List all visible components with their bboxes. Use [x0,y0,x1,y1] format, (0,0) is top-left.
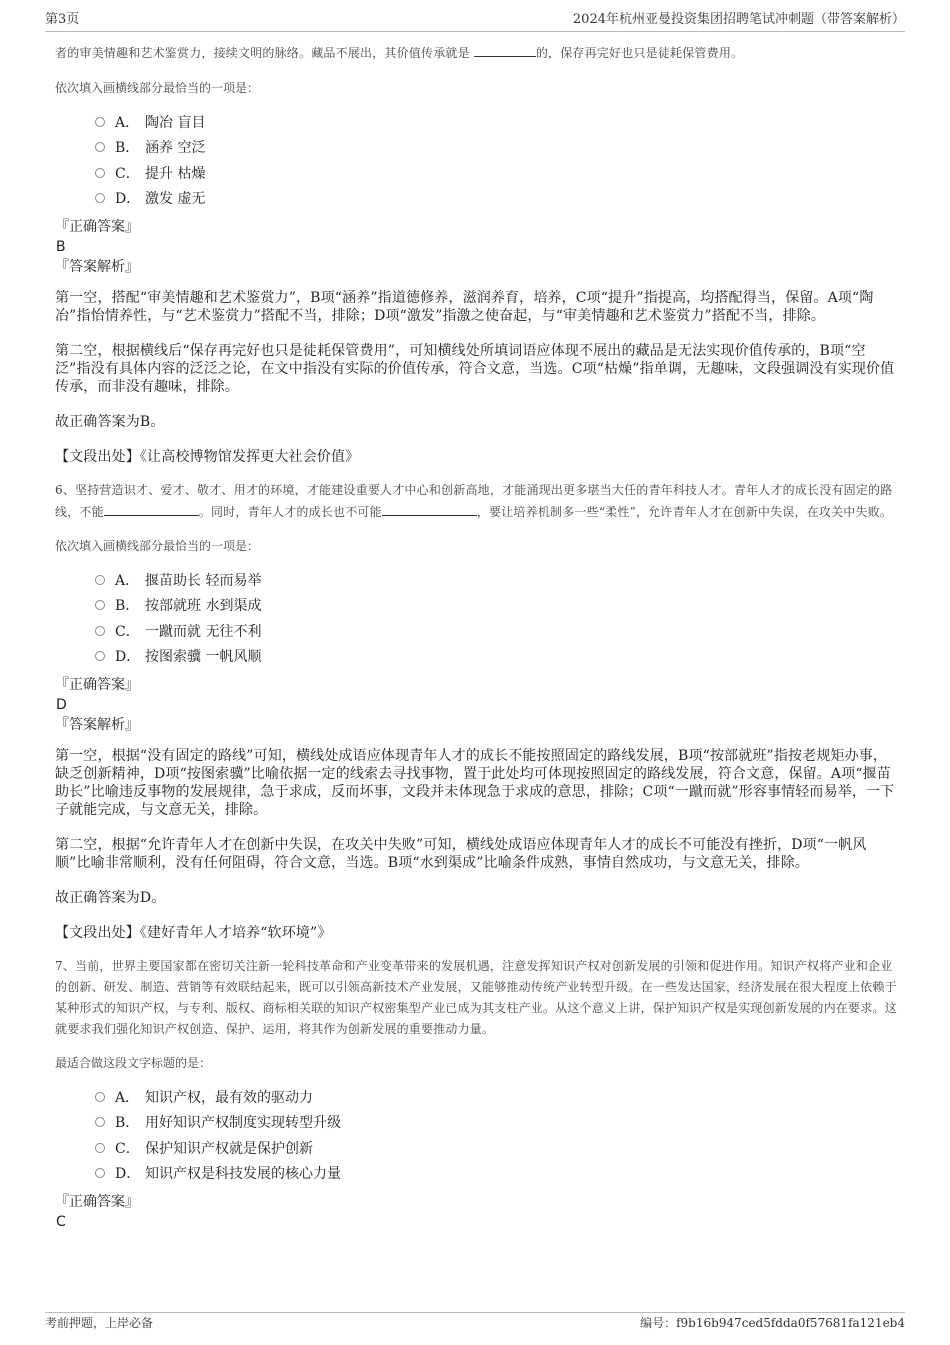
q5-option-a[interactable]: A． 陶冶 盲目 [95,109,900,135]
q6-options [95,567,900,669]
radio-icon[interactable] [95,142,105,152]
q5-options [95,109,900,211]
document-id: 编号：f9b16b947ced5fdda0f57681fa121eb4 [640,1316,905,1330]
q5-option-c[interactable]: C． 提升 枯燥 [95,160,900,186]
page-header [45,12,905,32]
document-title: 2024年杭州亚曼投资集团招聘笔试冲刺题（带答案解析） [572,12,905,27]
answer-blank [104,501,199,516]
q6-option-c[interactable]: C． 一蹴而就 无往不利 [95,618,900,644]
q5-conclusion: 故正确答案为B。 [55,414,165,430]
q6-analysis-1: 第一空，根据“没有固定的路线”可知，横线处成语应体现青年人才的成长不能按照固定的路线发展，B项“按部就班”指按老规矩办事，缺乏创新精神，D项“按图索骥”比喻依据一定的线索去寻找事物，置于此处均可体现按照固定的路线发展，符合文意，保留。A项“揠苗助长”比喻违反事物的发展规律，急于求成，反而坏事，文段并未体现急于求成的意思，排除；C项“一蹴而就”形容事情轻而易举，一下子就能完成，与文意无关，排除。 [55,748,895,818]
radio-icon[interactable] [95,1143,105,1153]
q5-answer: B [56,239,66,255]
q7-option-b[interactable]: B． 用好知识产权制度实现转型升级 [95,1110,900,1136]
q5-prompt: 依次填入画横线部分最恰当的一项是： [55,81,260,95]
page-content [55,42,900,1232]
q7-option-d[interactable]: D． 知识产权是科技发展的核心力量 [95,1161,900,1187]
q5-option-b[interactable]: B． 涵养 空泛 [95,135,900,161]
radio-icon[interactable] [95,575,105,585]
answer-blank [382,501,477,516]
radio-icon[interactable] [95,626,105,636]
q5-analysis-2: 第二空，根据横线后“保存再完好也只是徒耗保管费用”，可知横线处所填词语应体现不展出的藏品是无法实现价值传承的，B项“空泛”指没有具体内容的泛泛之论，在文中指没有实际的价值传承，符合文意，当选。C项“枯燥”指单调，无趣味，文段强调没有实现价值传承，而非没有趣味，排除。 [55,343,895,395]
radio-icon[interactable] [95,1117,105,1127]
q5-source: 【文段出处】《让高校博物馆发挥更大社会价值》 [55,449,360,465]
q5-stem-tail: 者的审美情趣和艺术鉴赏力，接续文明的脉络。藏品不展出，其价值传承就是 的，保存再完好也只是徒耗保管费用。 [55,42,900,64]
footer-slogan: 考前押题，上岸必备 [45,1316,154,1330]
radio-icon[interactable] [95,168,105,178]
q7-stem: 7、当前，世界主要国家都在密切关注新一轮科技革命和产业变革带来的发展机遇，注意发挥知识产权对创新发展的引领和促进作用。知识产权将产业和企业的创新、研发、制造、营销等有效联结起来，既可以引领高新技术产业发展，又能够推动传统产业转型升级。在一些发达国家，经济发展在很大程度上依赖于某种形式的知识产权，与专利、版权、商标相关联的知识产权密集型产业已成为其支柱产业。从这个意义上讲，保护知识产权是实现创新发展的内在要求。这就要求我们强化知识产权创造、保护、运用，将其作为创新发展的重要推动力量。 [55,959,897,1036]
q7-answer: C [56,1214,66,1230]
q6-analysis-2: 第二空，根据“允许青年人才在创新中失误，在攻关中失败”可知，横线处成语应体现青年人才的成长不可能没有挫折，D项“一帆风顺”比喻非常顺利，没有任何阻碍，符合文意，当选。B项“水到渠成”比喻条件成熟，事情自然成功，与文意无关，排除。 [55,837,867,871]
q6-stem: 6、坚持营造识才、爱才、敬才、用才的环境，才能建设重要人才中心和创新高地，才能涌现出更多堪当大任的青年科技人才。青年人才的成长没有固定的路线，不能 。同时，青年人才的成长也不可能 ，要让培养机制多一些“柔性”，允许青年人才在创新中失误，在攻关中失败。 [55,483,893,519]
radio-icon[interactable] [95,651,105,661]
q6-option-d[interactable]: D． 按图索骥 一帆风顺 [95,644,900,670]
q5-analysis-label: 『答案解析』 [55,259,139,275]
page-number: 第3页 [45,12,80,27]
q6-prompt: 依次填入画横线部分最恰当的一项是： [55,539,260,553]
answer-blank [474,42,536,57]
radio-icon[interactable] [95,1092,105,1102]
q7-option-a[interactable]: A． 知识产权，最有效的驱动力 [95,1084,900,1110]
page-footer [45,1312,905,1331]
q6-option-a[interactable]: A． 揠苗助长 轻而易举 [95,567,900,593]
radio-icon[interactable] [95,117,105,127]
radio-icon[interactable] [95,1168,105,1178]
q6-answer-label: 『正确答案』 [55,677,139,693]
q6-conclusion: 故正确答案为D。 [55,890,166,906]
q6-answer: D [56,697,67,713]
q5-option-d[interactable]: D． 激发 虚无 [95,186,900,212]
q7-option-c[interactable]: C． 保护知识产权就是保护创新 [95,1135,900,1161]
radio-icon[interactable] [95,193,105,203]
q6-analysis-label: 『答案解析』 [55,717,139,733]
q7-options [95,1084,900,1186]
q6-option-b[interactable]: B． 按部就班 水到渠成 [95,593,900,619]
q6-source: 【文段出处】《建好青年人才培养“软环境”》 [55,925,332,941]
q5-answer-label: 『正确答案』 [55,219,139,235]
q7-answer-label: 『正确答案』 [55,1194,139,1210]
q7-prompt: 最适合做这段文字标题的是： [55,1056,212,1070]
q5-analysis-1: 第一空，搭配“审美情趣和艺术鉴赏力”，B项“涵养”指道德修养，滋润养育，培养，C项“提升”指提高，均搭配得当，保留。A项“陶冶”指怡情养性，与“艺术鉴赏力”搭配不当，排除；D项“激发”指激之使奋起，与“审美情趣和艺术鉴赏力”搭配不当，排除。 [55,290,874,324]
radio-icon[interactable] [95,600,105,610]
